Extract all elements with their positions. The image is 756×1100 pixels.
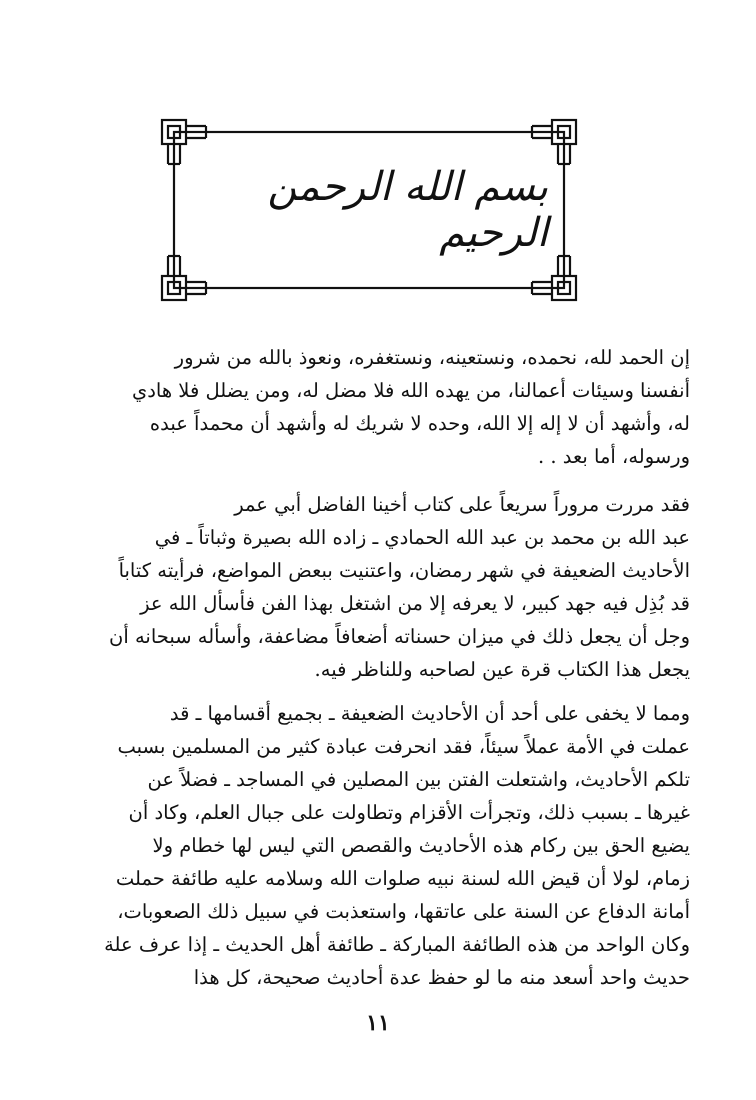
- basmala-calligraphy: بسم الله الرحمن الرحيم: [267, 164, 548, 256]
- text-line: عملت في الأمة عملاً سيئاً، فقد انحرفت عبادة كثير من المسلمين بسبب: [117, 735, 690, 758]
- corner-knot-bottom-right: [532, 256, 576, 300]
- corner-knot-top-left: [162, 120, 206, 164]
- corner-knot-bottom-left: [162, 256, 206, 300]
- text-line: فقد مررت مروراً سريعاً على كتاب أخينا الفاضل أبي عمر: [234, 493, 690, 516]
- text-line: وكان الواحد من هذه الطائفة المباركة ـ طائفة أهل الحديث ـ إذا عرف علة: [104, 933, 690, 956]
- text-line: ورسوله، أما بعد . .: [537, 445, 690, 468]
- text-line: أنفسنا وسيئات أعمالنا، من يهده الله فلا مضل له، ومن يضلل فلا هادي: [131, 379, 690, 402]
- text-line: وجل أن يجعل ذلك في ميزان حسناته أضعافاً مضاعفة، وأسأله سبحانه أن: [109, 625, 690, 648]
- text-line: إن الحمد لله، نحمده، ونستعينه، ونستغفره، ونعوذ بالله من شرور: [174, 346, 690, 369]
- text-line: الأحاديث الضعيفة في شهر رمضان، واعتنيت ببعض المواضع، فرأيته كتاباً: [118, 559, 690, 582]
- page-number: ١١: [366, 1010, 390, 1036]
- text-line: ومما لا يخفى على أحد أن الأحاديث الضعيفة ـ بجميع أقسامها ـ قد: [169, 702, 690, 725]
- text-line: يجعل هذا الكتاب قرة عين لصاحبه وللناظر فيه.: [314, 658, 690, 681]
- text-line: قد بُذِل فيه جهد كبير، لا يعرفه إلا من اشتغل بهذا الفن فأسأل الله عز: [140, 592, 690, 615]
- text-line: زمام، لولا أن قيض الله لسنة نبيه صلوات الله وسلامه عليه طائفة حملت: [115, 867, 690, 890]
- paragraph-1: [72, 341, 690, 473]
- text-line: تلكم الأحاديث، واشتعلت الفتن بين المصلين في المساجد ـ فضلاً عن: [147, 768, 690, 791]
- text-line: عبد الله بن محمد بن عبد الله الحمادي ـ زاده الله بصيرة وثباتاً ـ في: [154, 526, 690, 549]
- text-line: أمانة الدفاع عن السنة على عاتقها، واستعذبت في سبيل ذلك الصعوبات،: [117, 900, 690, 923]
- text-line: حديث واحد أسعد منه ما لو حفظ عدة أحاديث صحيحة، كل هذا: [193, 966, 690, 989]
- corner-knot-top-right: [532, 120, 576, 164]
- paragraph-2: [72, 488, 690, 686]
- text-line: له، وأشهد أن لا إله إلا الله، وحده لا شريك له وأشهد أن محمداً عبده: [149, 412, 690, 435]
- text-line: غيرها ـ بسبب ذلك، وتجرأت الأقزام وتطاولت على جبال العلم، وكاد أن: [128, 801, 690, 824]
- paragraph-3: [72, 697, 690, 994]
- text-line: يضيع الحق بين ركام هذه الأحاديث والقصص التي ليس لها خطام ولا: [152, 834, 690, 857]
